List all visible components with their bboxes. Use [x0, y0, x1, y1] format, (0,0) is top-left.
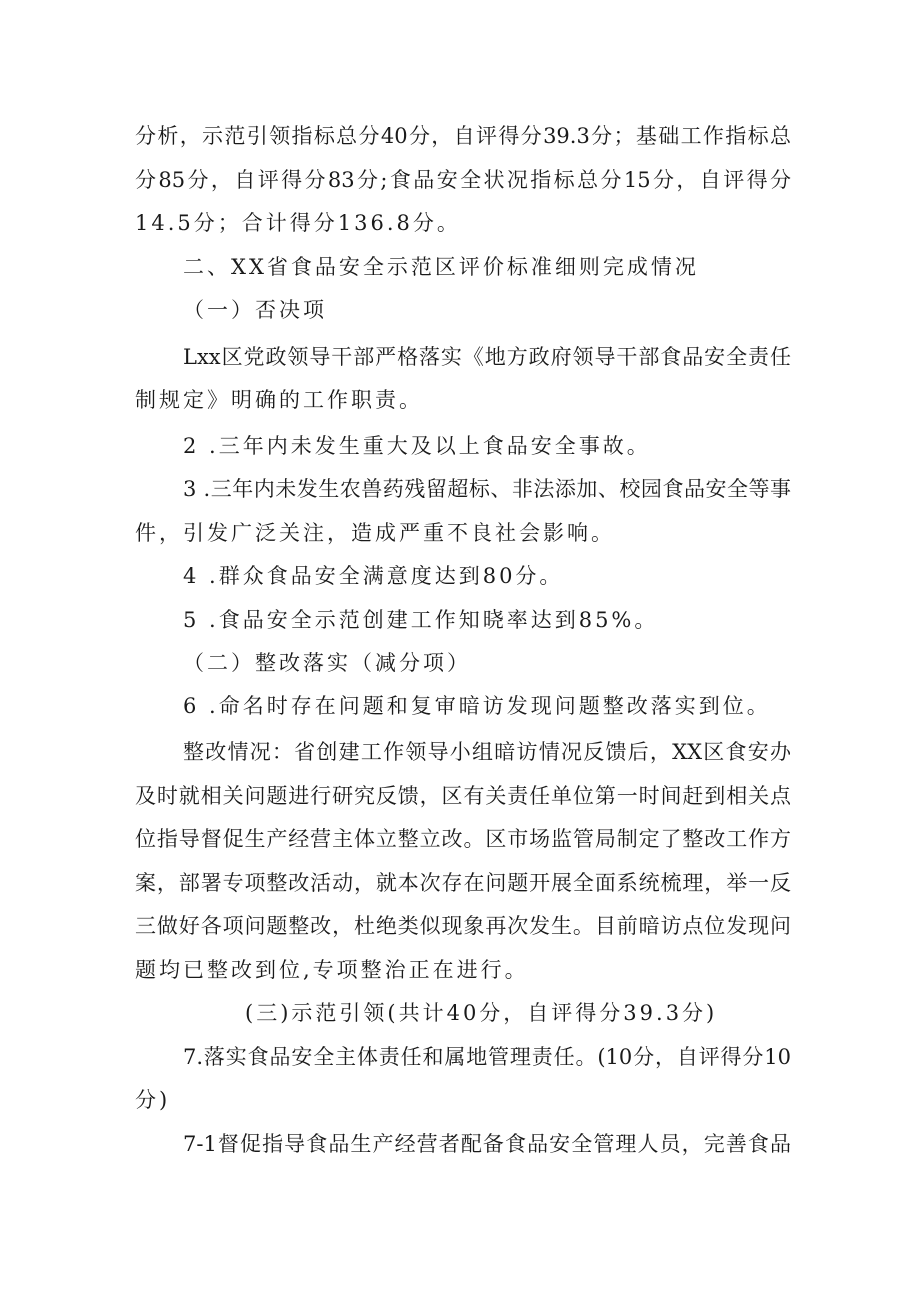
paragraph-line: 件，引发广泛关注，造成严重不良社会影响。: [135, 521, 615, 545]
paragraph-line: 整改情况：省创建工作领导小组暗访情况反馈后，XX区食安办: [183, 740, 791, 764]
paragraph-line: Lxx区党政领导干部严格落实《地方政府领导干部食品安全责任: [183, 345, 791, 369]
list-item: 7.落实食品安全主体责任和属地管理责任。(10分，自评得分10: [183, 1045, 791, 1069]
paragraph-line: 及时就相关问题进行研究反馈，区有关责任单位第一时间赶到相关点: [135, 784, 791, 808]
paragraph-line: 案，部署专项整改活动，就本次存在问题开展全面系统梳理，举一反: [135, 871, 791, 895]
list-item: 6 .命名时存在问题和复审暗访发现问题整改落实到位。: [183, 694, 771, 718]
list-item: 4 .群众食品安全满意度达到80分。: [183, 564, 564, 588]
list-item: 3 .三年内未发生农兽药残留超标、非法添加、校园食品安全等事: [183, 477, 791, 501]
section-heading: 二、XX省食品安全示范区评价标准细则完成情况: [183, 255, 699, 279]
list-item: 7-1督促指导食品生产经营者配备食品安全管理人员，完善食品: [183, 1132, 791, 1156]
subsection-heading: （一）否决项: [183, 298, 327, 322]
paragraph-line: 制规定》明确的工作职责。: [135, 388, 423, 412]
list-item: 5 .食品安全示范创建工作知晓率达到85%。: [183, 608, 659, 632]
paragraph-line: 位指导督促生产经营主体立整立改。区市场监管局制定了整改工作方: [135, 827, 791, 851]
subsection-heading: （二）整改落实（减分项）: [183, 651, 471, 675]
paragraph-line: 14.5分；合计得分136.8分。: [135, 211, 461, 235]
paragraph-line: 题均已整改到位,专项整治正在进行。: [135, 958, 529, 982]
subsection-heading: (三)示范引领(共计40分，自评得分39.3分): [245, 1001, 718, 1025]
paragraph-line: 分): [135, 1088, 171, 1112]
paragraph-line: 分85分，自评得分83分;食品安全状况指标总分15分，自评得分: [135, 168, 791, 192]
paragraph-line: 分析，示范引领指标总分40分，自评得分39.3分；基础工作指标总: [135, 124, 791, 148]
paragraph-line: 三做好各项问题整改，杜绝类似现象再次发生。目前暗访点位发现问: [135, 914, 791, 938]
list-item: 2 .三年内未发生重大及以上食品安全事故。: [183, 434, 651, 458]
